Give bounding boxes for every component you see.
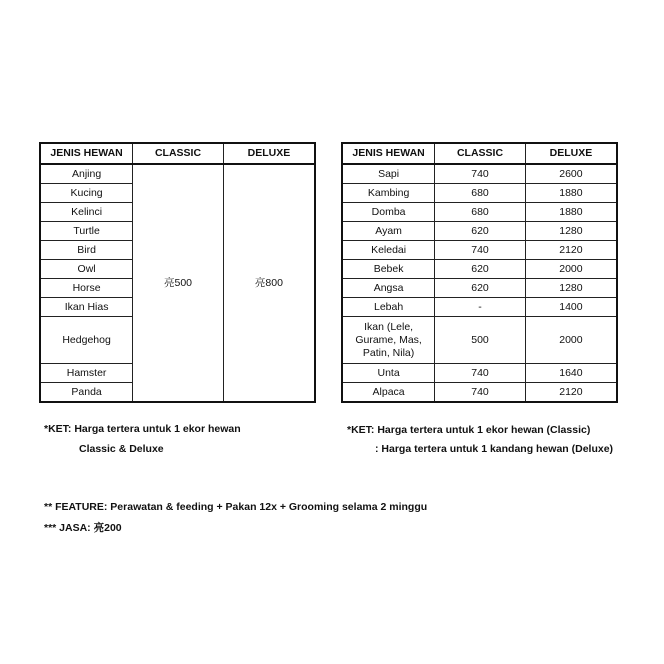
classic-price: 620 [435, 260, 526, 279]
header-jenis-hewan: JENIS HEWAN [40, 143, 133, 164]
table-row [342, 203, 617, 222]
header-deluxe: DELUXE [525, 143, 617, 164]
note-left-line2: Classic & Deluxe [79, 443, 164, 455]
price-table-right [341, 142, 618, 403]
animal-name: Alpaca [342, 383, 435, 403]
classic-price: 740 [435, 364, 526, 383]
deluxe-price: 2000 [525, 317, 617, 364]
deluxe-price: 2600 [525, 164, 617, 184]
classic-price: 680 [435, 203, 526, 222]
classic-price: - [435, 298, 526, 317]
table-row [342, 164, 617, 184]
animal-name: Kelinci [40, 203, 133, 222]
note-right-line1: *KET: Harga tertera untuk 1 ekor hewan (Classic) [347, 424, 591, 436]
jasa-note: *** JASA: 亮200 [44, 522, 122, 534]
table-row [342, 364, 617, 383]
deluxe-price: 1880 [525, 184, 617, 203]
deluxe-price: 1880 [525, 203, 617, 222]
animal-name: Kambing [342, 184, 435, 203]
header-jenis-hewan: JENIS HEWAN [342, 143, 435, 164]
classic-price: 740 [435, 241, 526, 260]
header-classic: CLASSIC [435, 143, 526, 164]
classic-price: 亮500 [133, 164, 224, 402]
animal-name: Bebek [342, 260, 435, 279]
animal-name: Bird [40, 241, 133, 260]
animal-name: Ikan (Lele, Gurame, Mas, Patin, Nila) [342, 317, 435, 364]
animal-name: Ikan Hias [40, 298, 133, 317]
header-deluxe: DELUXE [223, 143, 315, 164]
table-row [342, 383, 617, 403]
price-table-left [39, 142, 316, 403]
animal-name: Hedgehog [40, 317, 133, 364]
table-row [342, 222, 617, 241]
animal-name: Lebah [342, 298, 435, 317]
deluxe-price: 2120 [525, 241, 617, 260]
animal-name: Keledai [342, 241, 435, 260]
animal-name: Unta [342, 364, 435, 383]
table-row [342, 298, 617, 317]
deluxe-price: 1280 [525, 279, 617, 298]
deluxe-price: 1400 [525, 298, 617, 317]
deluxe-price: 1640 [525, 364, 617, 383]
table-row [342, 279, 617, 298]
animal-name: Domba [342, 203, 435, 222]
classic-price: 680 [435, 184, 526, 203]
table-row [342, 241, 617, 260]
animal-name: Turtle [40, 222, 133, 241]
header-classic: CLASSIC [133, 143, 224, 164]
table-row [342, 260, 617, 279]
deluxe-price: 2120 [525, 383, 617, 403]
deluxe-price: 亮800 [223, 164, 315, 402]
animal-name: Ayam [342, 222, 435, 241]
classic-price: 620 [435, 279, 526, 298]
classic-price: 740 [435, 383, 526, 403]
table-row [342, 184, 617, 203]
table-header-row [342, 143, 617, 164]
note-right-line2: : Harga tertera untuk 1 kandang hewan (Deluxe) [375, 443, 614, 455]
feature-note: ** FEATURE: Perawatan & feeding + Pakan 12x + Grooming selama 2 minggu [44, 501, 428, 513]
classic-price: 740 [435, 164, 526, 184]
animal-name: Panda [40, 383, 133, 403]
deluxe-price: 2000 [525, 260, 617, 279]
table-header-row [40, 143, 315, 164]
animal-name: Hamster [40, 364, 133, 383]
animal-name: Horse [40, 279, 133, 298]
table-row [40, 164, 315, 184]
animal-name: Owl [40, 260, 133, 279]
animal-name: Anjing [40, 164, 133, 184]
classic-price: 500 [435, 317, 526, 364]
classic-price: 620 [435, 222, 526, 241]
animal-name: Angsa [342, 279, 435, 298]
table-row [342, 317, 617, 364]
animal-name: Kucing [40, 184, 133, 203]
deluxe-price: 1280 [525, 222, 617, 241]
note-left-line1: *KET: Harga tertera untuk 1 ekor hewan [44, 423, 241, 435]
animal-name: Sapi [342, 164, 435, 184]
